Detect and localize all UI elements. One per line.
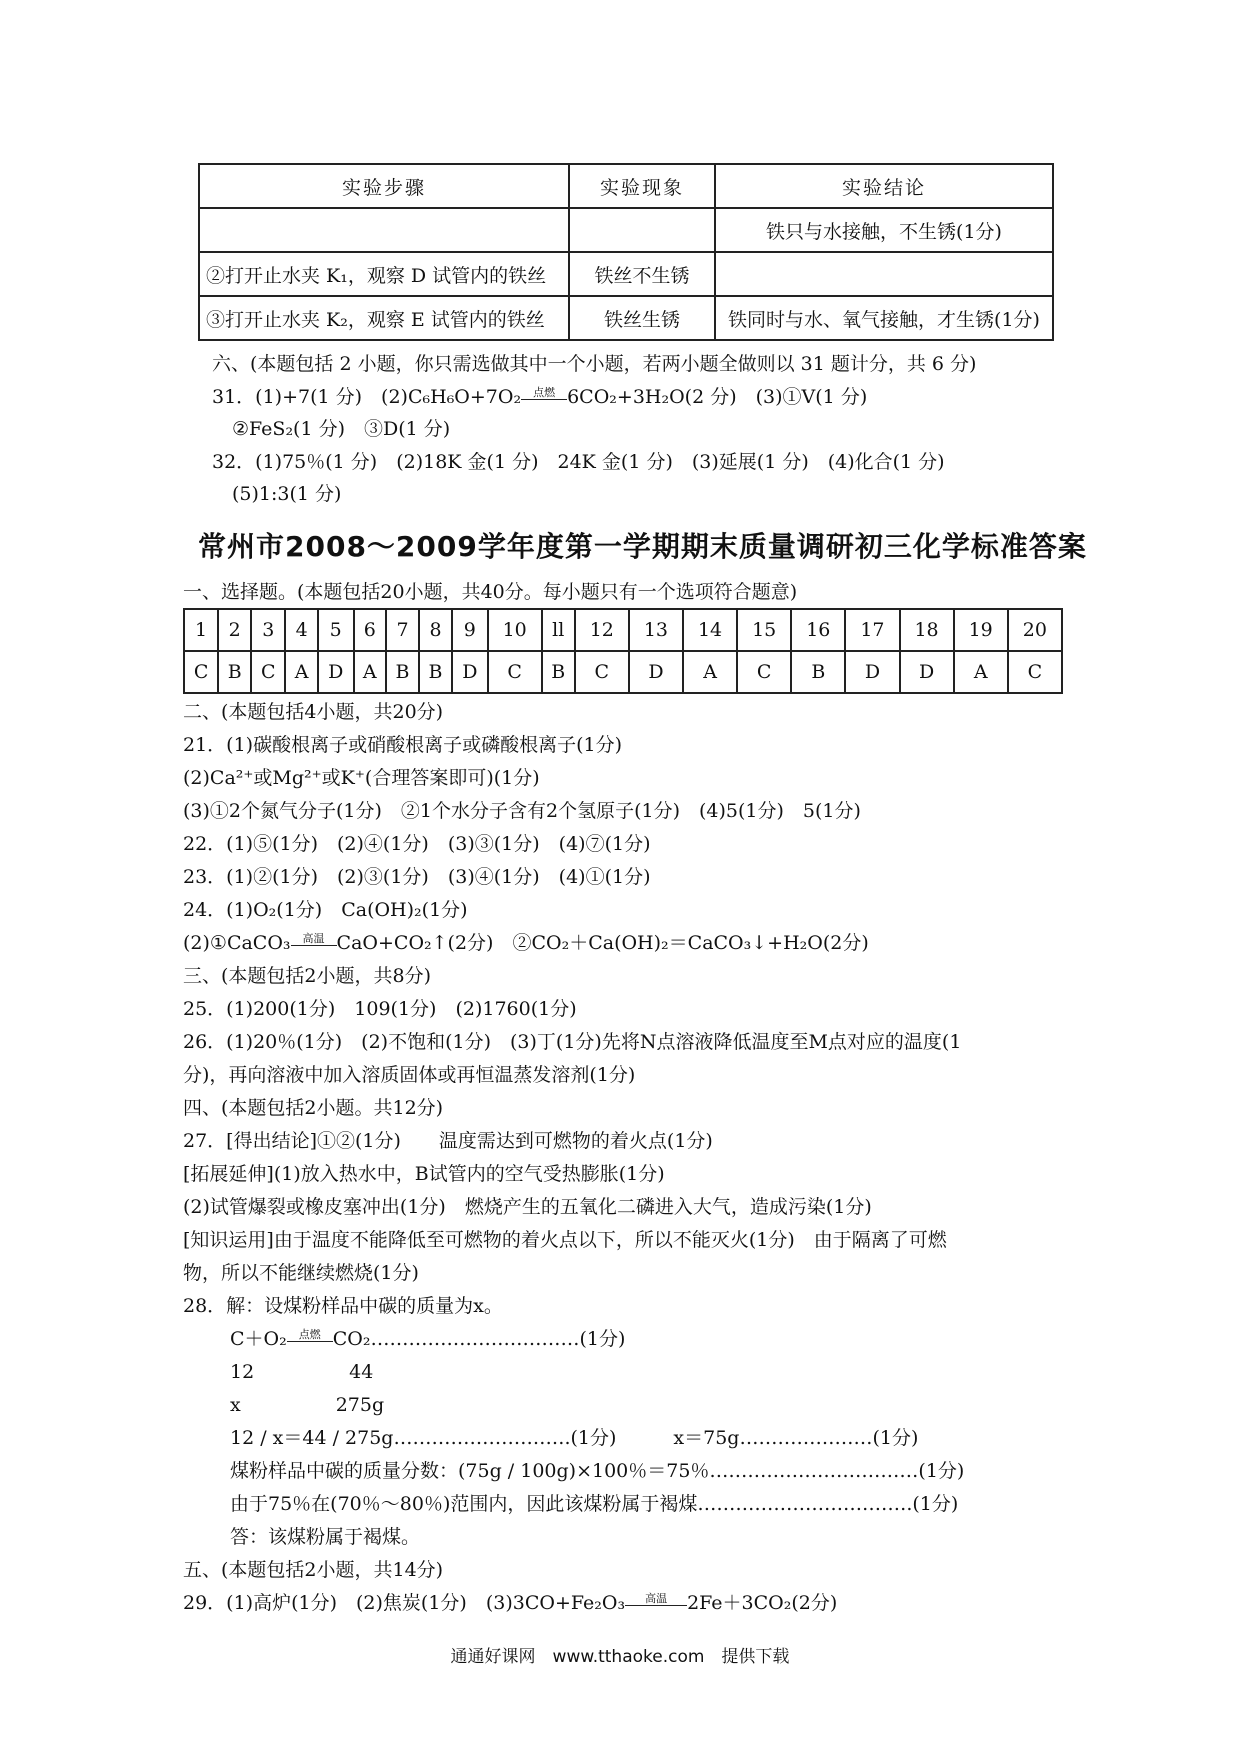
header-conclusion: 实验结论 [715,164,1053,208]
question-number-cell: 13 [629,609,683,651]
q28-equation [230,1327,625,1351]
section-six-heading: 六、(本题包括 2 小题，你只需选做其中一个小题，若两小题全做则以 31 题计分，共 6 分) [212,353,977,375]
cell-conclusion: 铁只与水接触，不生锈(1分) [715,208,1053,252]
answer-letter-cell: C [575,651,629,693]
cell-conclusion: 铁同时与水、氧气接触，才生锈(1分) [715,296,1053,340]
question-number-cell: 4 [285,609,318,651]
answer-letter-cell: D [629,651,683,693]
question-number-cell: 6 [354,609,387,651]
answer-letter-cell: A [285,651,318,693]
question-number-cell: 3 [251,609,285,651]
cell-step: ③打开止水夹 K₂，观察 E 试管内的铁丝 [199,296,569,340]
answer-letter-cell: C [251,651,285,693]
header-step: 实验步骤 [199,164,569,208]
question-number-cell: 7 [386,609,419,651]
experiment-row [199,252,1053,296]
q21-line-3: (3)①2个氮气分子(1分) ②1个水分子含有2个氢原子(1分) (4)5(1分) 5(1分) [183,800,861,822]
question-number-row [184,609,1062,651]
section-five-heading: 五、(本题包括2小题，共14分) [183,1559,444,1581]
q28-line-5: 12 / x＝44 / 275g……………………….(1分) x＝75g…………………(1分) [230,1427,919,1449]
q29-text-b: 2Fe＋3CO₂(2分) [687,1592,838,1614]
q27-line-3: (2)试管爆裂或橡皮塞冲出(1分) 燃烧产生的五氧化二磷进入大气，造成污染(1分) [183,1196,872,1218]
q27-line-4: [知识运用]由于温度不能降低至可燃物的着火点以下，所以不能灭火(1分) 由于隔离了可燃 [183,1229,947,1251]
cell-phenomenon: 铁丝不生锈 [569,252,715,296]
answer-letter-cell: B [542,651,575,693]
answer-letter-cell: C [737,651,791,693]
cell-phenomenon: 铁丝生锈 [569,296,715,340]
q26-line-1: 26．(1)20％(1分) (2)不饱和(1分) (3)丁(1分)先将N点溶液降低温度至M点对应的温度(1 [183,1031,962,1053]
question-number-cell: 15 [737,609,791,651]
question-number-cell: 16 [791,609,845,651]
q23-line: 23．(1)②(1分) (2)③(1分) (3)④(1分) (4)①(1分) [183,866,651,888]
q32-line-1: 32．(1)75％(1 分) (2)18K 金(1 分) 24K 金(1 分) (3)延展(1 分) (4)化合(1 分) [212,451,945,473]
q26-line-2: 分)，再向溶液中加入溶质固体或再恒温蒸发溶剂(1分) [183,1064,636,1086]
q28-line-3: 12 44 [230,1361,374,1383]
q28-text-a: C＋O₂ [230,1328,287,1350]
question-number-cell: 14 [683,609,737,651]
q28-answer: 答：该煤粉属于褐煤。 [230,1526,421,1548]
q27-line-5: 物，所以不能继续燃烧(1分) [183,1262,419,1284]
q25-line: 25．(1)200(1分) 109(1分) (2)1760(1分) [183,998,577,1020]
q24-line-2 [183,931,869,955]
answer-letter-cell: C [488,651,542,693]
answer-letter-cell: B [218,651,251,693]
question-number-cell: 20 [1008,609,1062,651]
q32-line-2: (5)1:3(1 分) [232,483,342,505]
q28-line-6: 煤粉样品中碳的质量分数：(75g / 100g)×100％＝75％……………………………(1分) [230,1460,965,1482]
reaction-condition: 点燃 [521,387,567,400]
cell-step [199,208,569,252]
answer-letter-cell: C [1008,651,1062,693]
q27-line-1: 27．[得出结论]①②(1分) 温度需达到可燃物的着火点(1分) [183,1130,713,1152]
answer-letter-cell: D [452,651,488,693]
section-three-heading: 三、(本题包括2小题，共8分) [183,965,432,987]
q24-text-a: (2)①CaCO₃ [183,932,291,954]
reaction-condition: 点燃 [287,1329,333,1342]
question-number-cell: 8 [419,609,452,651]
cell-phenomenon [569,208,715,252]
answer-letter-row [184,651,1062,693]
q29-line [183,1591,837,1615]
q21-line-2: (2)Ca²⁺或Mg²⁺或K⁺(合理答案即可)(1分) [183,767,540,789]
question-number-cell: 18 [900,609,954,651]
footer-credit: 通通好课网 www.tthaoke.com 提供下载 [450,1647,790,1667]
q27-line-2: [拓展延伸](1)放入热水中，B试管内的空气受热膨胀(1分) [183,1163,665,1185]
experiment-table-header [199,164,1053,208]
q22-line: 22．(1)⑤(1分) (2)④(1分) (3)③(1分) (4)⑦(1分) [183,833,651,855]
experiment-row [199,208,1053,252]
answer-letter-cell: C [184,651,218,693]
q29-text-a: 29．(1)高炉(1分) (2)焦炭(1分) (3)3CO+Fe₂O₃ [183,1592,626,1614]
q21-line-1: 21．(1)碳酸根离子或硝酸根离子或磷酸根离子(1分) [183,734,623,756]
q28-line-7: 由于75％在(70％～80％)范围内，因此该煤粉属于褐煤…………………………….(1分) [230,1493,959,1515]
q31-line-1 [212,385,867,409]
reaction-condition: 高温 [291,933,337,946]
section-one-heading: 一、选择题。(本题包括20小题，共40分。每小题只有一个选项符合题意) [183,581,798,603]
q24-text-b: CaO+CO₂↑(2分) ②CO₂＋Ca(OH)₂＝CaCO₃↓+H₂O(2分) [336,932,869,954]
question-number-cell: 17 [845,609,899,651]
page-title: 常州市2008～2009学年度第一学期期末质量调研初三化学标准答案 [198,530,1087,563]
q31-text-a: 31．(1)+7(1 分) (2)C₆H₆O+7O₂ [212,386,522,408]
multiple-choice-answer-table [183,608,1063,694]
q31-line-2: ②FeS₂(1 分) ③D(1 分) [232,418,451,440]
question-number-cell: 1 [184,609,218,651]
question-number-cell: 5 [318,609,354,651]
experiment-table [198,163,1054,341]
answer-letter-cell: D [900,651,954,693]
question-number-cell: 2 [218,609,251,651]
answer-letter-cell: D [845,651,899,693]
answer-letter-cell: A [954,651,1008,693]
header-phenomenon: 实验现象 [569,164,715,208]
question-number-cell: 10 [488,609,542,651]
question-number-cell: 12 [575,609,629,651]
section-four-heading: 四、(本题包括2小题。共12分) [183,1097,444,1119]
cell-conclusion [715,252,1053,296]
q28-line-4: x 275g [230,1394,385,1416]
question-number-cell: ll [542,609,575,651]
q28-text-b: CO₂……………………………(1分) [332,1328,626,1350]
section-two-heading: 二、(本题包括4小题，共20分) [183,701,444,723]
reaction-condition: 高温 [625,1593,687,1606]
q28-line-1: 28．解：设煤粉样品中碳的质量为x。 [183,1295,503,1317]
cell-step: ②打开止水夹 K₁，观察 D 试管内的铁丝 [199,252,569,296]
q31-text-b: 6CO₂+3H₂O(2 分) (3)①V(1 分) [567,386,868,408]
answer-letter-cell: B [419,651,452,693]
q24-line-1: 24．(1)O₂(1分) Ca(OH)₂(1分) [183,899,468,921]
answer-letter-cell: A [354,651,387,693]
question-number-cell: 9 [452,609,488,651]
answer-letter-cell: D [318,651,354,693]
question-number-cell: 19 [954,609,1008,651]
answer-letter-cell: B [386,651,419,693]
answer-letter-cell: B [791,651,845,693]
experiment-row [199,296,1053,340]
answer-letter-cell: A [683,651,737,693]
